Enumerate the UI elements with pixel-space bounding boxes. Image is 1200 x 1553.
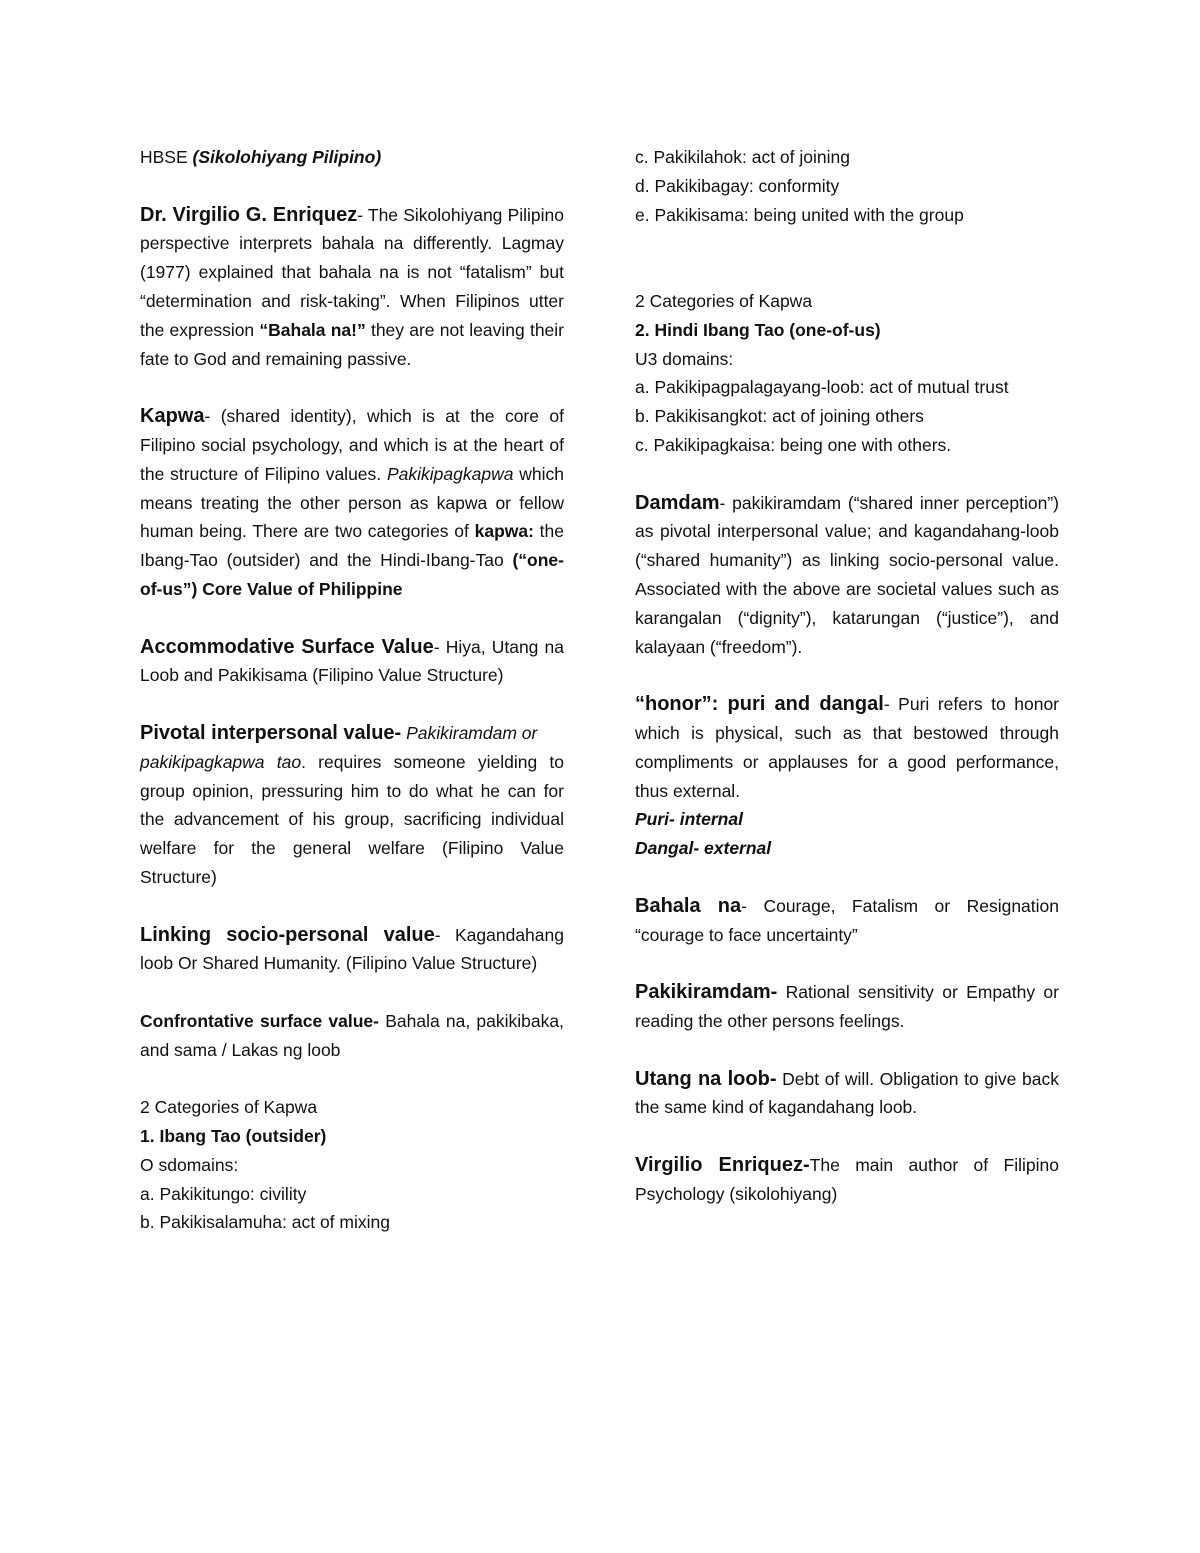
right-column [635, 143, 1059, 1208]
category-2-heading: 2. Hindi Ibang Tao (one-of-us) [635, 319, 881, 340]
accommodative-paragraph: Accommodative Surface Value- Hiya, Utang na Loob and Pakikisama (Filipino Value Structure) [140, 635, 565, 686]
list-item: b. Pakikisalamuha: act of mixing [140, 1212, 390, 1233]
kapwa-paragraph: Kapwa- (shared identity), which is at the core of Filipino social psychology, and which is at the heart of the structure of Filipino values. Pakikipagkapwa which means treating the other person as kapwa or fellow human being. There are two categories of kapwa: the Ibang-Tao (outsider) and the Hindi-Ibang-Tao (“one-of-us”) Core Value of Philippine [140, 405, 564, 599]
list-item: a. Pakikitungo: civility [140, 1183, 307, 1204]
puri-line: Puri- internal [635, 809, 743, 830]
confrontative-heading: Confrontative surface value- [140, 1010, 379, 1031]
categories-intro: 2 Categories of Kapwa [140, 1097, 318, 1118]
honor-heading: “honor”: puri and dangal [635, 693, 884, 716]
honor-paragraph: “honor”: puri and dangal- Puri refers to honor which is physical, such as that bestowed through compliments or applauses for a good performance, thus external. [635, 693, 1060, 801]
kapwa-heading: Kapwa [140, 405, 205, 428]
list-item: c. Pakikipagkaisa: being one with others. [635, 434, 952, 455]
list-item: b. Pakikisangkot: act of joining others [635, 406, 924, 427]
enriquez-heading: Dr. Virgilio G. Enriquez [140, 203, 358, 226]
pivotal-paragraph-cont: pakikipagkapwa tao. requires someone yielding to group opinion, pressuring him to do what he can for the advancement of his group, sacrificing individual welfare for the general welfare (Filipino Value Structure) [140, 751, 564, 887]
title-text: HBSE [140, 147, 193, 167]
linking-paragraph: Linking socio-personal value- Kagandahang loob Or Shared Humanity. (Filipino Value Structure) [140, 923, 564, 974]
list-item: c. Pakikilahok: act of joining [635, 147, 850, 167]
bahala-heading: Bahala na [635, 894, 742, 917]
left-column [140, 143, 564, 1237]
category-1-domains: O sdomains: [140, 1154, 239, 1175]
confrontative-paragraph: Confrontative surface value- Bahala na, pakikibaka, and sama / Lakas ng loob [140, 1010, 564, 1060]
virgilio-paragraph: Virgilio Enriquez-The main author of Filipino Psychology (sikolohiyang) [635, 1153, 1059, 1204]
utang-paragraph: Utang na loob- Debt of will. Obligation to give back the same kind of kagandahang loob. [635, 1067, 1059, 1118]
pakikiramdam-heading: Pakikiramdam- [635, 981, 778, 1004]
accommodative-heading: Accommodative Surface Value [140, 635, 434, 658]
dangal-line: Dangal- external [635, 838, 772, 859]
document-title [140, 143, 564, 172]
enriquez-paragraph: Dr. Virgilio G. Enriquez- The Sikolohiyang Pilipino perspective interprets bahala na differently. Lagmay (1977) explained that bahala na is not “fatalism” but “determination and risk-taking”. When Filipinos utter the expression “Bahala na!” they are not leaving their fate to God and remaining passive. [140, 203, 565, 369]
pivotal-paragraph: Pivotal interpersonal value- Pakikiramdam or [140, 721, 538, 744]
damdam-heading: Damdam [635, 491, 720, 514]
damdam-paragraph: Damdam- pakikiramdam (“shared inner perception”) as pivotal interpersonal value; and kagandahang-loob (“shared humanity”) as linking socio-personal value. Associated with the above are societal values such as karangalan (“dignity”), katarungan (“justice”), and kalayaan (“freedom”). [635, 491, 1059, 657]
list-item: d. Pakikibagay: conformity [635, 175, 840, 196]
linking-heading: Linking socio-personal value [140, 923, 435, 946]
pivotal-heading: Pivotal interpersonal value- [140, 721, 402, 744]
list-item: a. Pakikipagpalagayang-loob: act of mutual trust [635, 377, 1009, 398]
title-italic: (Sikolohiyang Pilipino) [192, 147, 382, 167]
list-item: e. Pakikisama: being united with the group [635, 204, 964, 225]
category-2-domains: U3 domains: [635, 348, 734, 369]
categories-intro: 2 Categories of Kapwa [635, 290, 813, 311]
virgilio-heading: Virgilio Enriquez- [635, 1153, 810, 1176]
utang-heading: Utang na loob- [635, 1067, 777, 1090]
category-1-heading: 1. Ibang Tao (outsider) [140, 1126, 327, 1147]
bahala-paragraph: Bahala na- Courage, Fatalism or Resignation “courage to face uncertainty” [635, 894, 1060, 945]
pakikiramdam-paragraph: Pakikiramdam- Rational sensitivity or Empathy or reading the other persons feelings. [635, 981, 1059, 1031]
